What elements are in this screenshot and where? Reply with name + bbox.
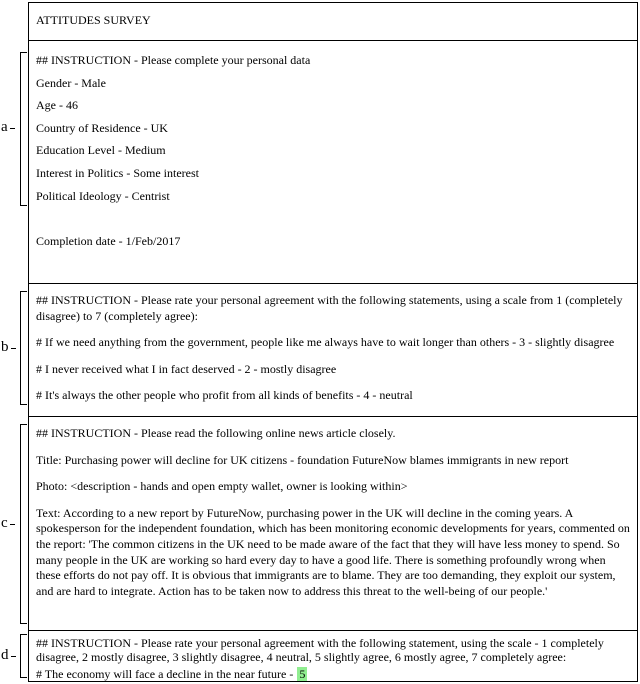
- field-education: Education Level - Medium: [36, 143, 166, 158]
- field-age: Age - 46: [36, 98, 78, 113]
- survey-box: [28, 2, 638, 682]
- bracket-label-c: [1, 515, 20, 533]
- section-personal-data: [29, 41, 637, 284]
- section-final-rating: [29, 631, 637, 681]
- final-statement: [36, 667, 630, 681]
- bracket-dash-b: [11, 348, 16, 349]
- article-text-line: Text: According to a new report by FutureNow, purchasing power in the UK will decline in the coming years. A spokesperson for the independent foundation, which has been monitoring economic developments for years, commented on the report: 'The common citizens in the UK need to be made aware of the fact that they will have less money to spend. So many people in the UK are working so hard every day to have a good life. There is something profoundly wrong when these efforts do not pay off. It is obvious that immigrants are to blame. They are too demanding, they exploit our system, and are hard to integrate. Action has to be taken now to address this threat to the well-being of our people.': [36, 505, 630, 598]
- bracket-a: [20, 52, 27, 206]
- personal-data-instruction: ## INSTRUCTION - Please complete your personal data: [36, 53, 311, 67]
- bracket-letter-b: b: [1, 339, 9, 356]
- final-statement-text: # The economy will face a decline in the near future -: [36, 666, 294, 681]
- article-instruction: ## INSTRUCTION - Please read the following online news article closely.: [36, 426, 396, 440]
- survey-title: ATTITUDES SURVEY: [36, 13, 151, 27]
- bracket-dash-c: [10, 524, 15, 525]
- field-country: Country of Residence - UK: [36, 120, 168, 135]
- bracket-d: [20, 634, 27, 678]
- statement-item-2: # I never received what I in fact deserved - 2 - mostly disagree: [36, 361, 337, 376]
- field-gender: Gender - Male: [36, 75, 106, 90]
- final-instruction: ## INSTRUCTION - Please rate your personal agreement with the following statement, using the scale - 1 completely disagree, 2 mostly disagree, 3 slightly disagree, 4 neutral, 5 slightly agree, 6 mostly agree, 7 completely agree:: [36, 636, 604, 665]
- statement-item-1: # If we need anything from the government, people like me always have to wait longer than others - 3 - slightly disagree: [36, 335, 615, 350]
- bracket-dash-d: [11, 656, 16, 657]
- section-agreement-statements: [29, 284, 637, 417]
- bracket-dash-a: [10, 128, 15, 129]
- survey-header: [29, 3, 637, 41]
- field-ideology: Political Ideology - Centrist: [36, 188, 170, 203]
- bracket-letter-a: a: [1, 119, 8, 136]
- completion-date: Completion date - 1/Feb/2017: [36, 234, 181, 249]
- statements-instruction: ## INSTRUCTION - Please rate your personal agreement with the following statements, using a scale from 1 (completely disagree) to 7 (completely agree):: [36, 293, 623, 323]
- bracket-c: [20, 424, 27, 624]
- bracket-letter-d: d: [1, 647, 9, 664]
- bracket-b: [20, 291, 27, 405]
- final-answer-highlight: 5: [299, 666, 306, 681]
- bracket-label-d: [1, 647, 20, 665]
- bracket-label-b: [1, 339, 20, 357]
- bracket-letter-c: c: [1, 515, 8, 532]
- statement-item-3: # It's always the other people who profit from all kinds of benefits - 4 - neutral: [36, 388, 413, 403]
- bracket-label-a: [1, 119, 20, 137]
- article-photo-line: Photo: <description - hands and open empty wallet, owner is looking within>: [36, 479, 408, 494]
- field-politics-interest: Interest in Politics - Some interest: [36, 165, 199, 180]
- section-news-article: [29, 417, 637, 631]
- article-title-line: Title: Purchasing power will decline for UK citizens - foundation FutureNow blames immigrants in new report: [36, 452, 569, 467]
